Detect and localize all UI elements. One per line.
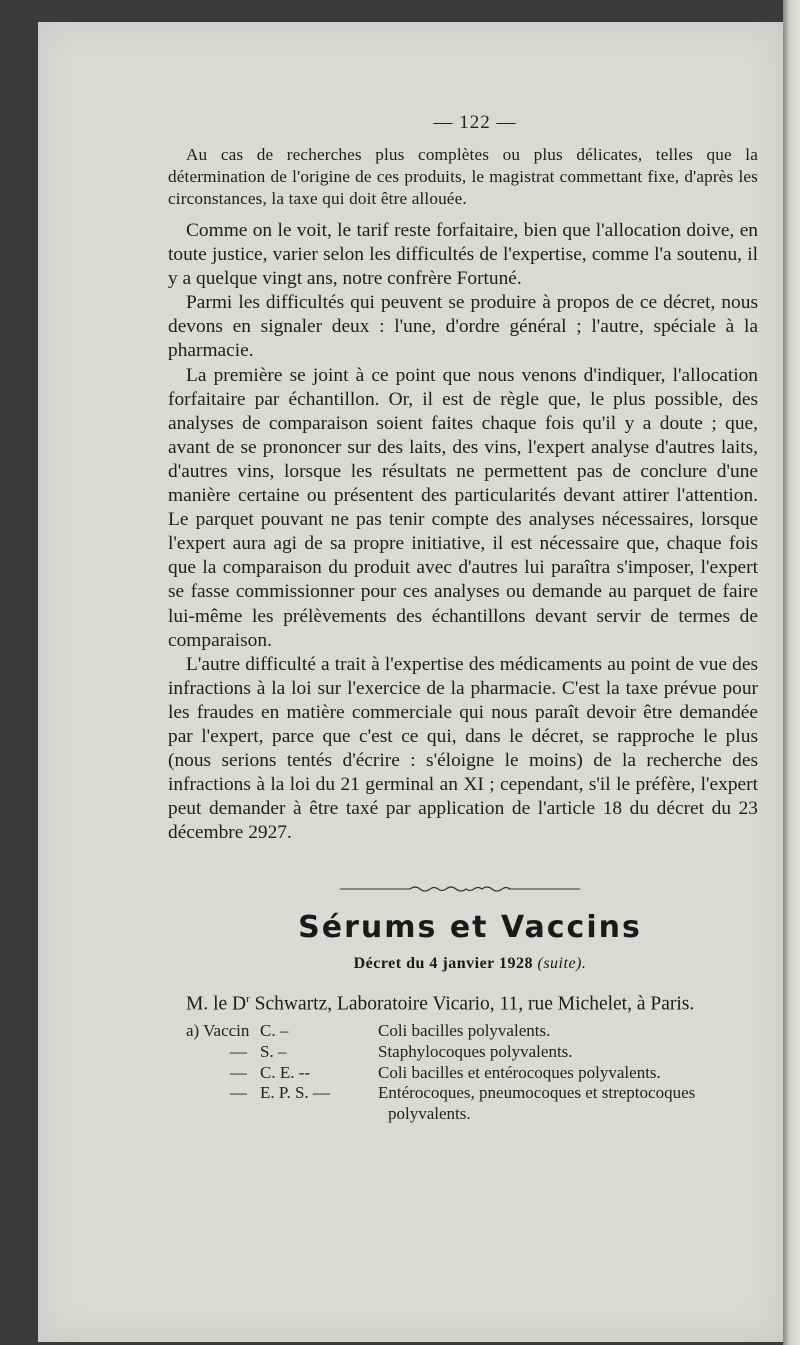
vaccine-code: E. P. S. — [260, 1083, 330, 1103]
list-item [168, 1042, 788, 1063]
vaccine-desc: Coli bacilles polyvalents. [378, 1021, 551, 1040]
page-edge [783, 0, 800, 1345]
paragraph: La première se joint à ce point que nous venons d'indiquer, l'allocation forfaitaire par échantillon. Or, il est de règle que, le plus possible, des analyses de comparaison soient faites chaque fois qu'il y a doute ; que, avant de se prononcer sur des laits, des vins, l'expert analyse d'autres laits, d'autres vins, lorsque les résultats ne permettent pas de conclure d'une manière certaine ou présentent des particularités devant attirer l'attention. Le parquet pouvant ne pas tenir compte des analyses nécessaires, lorsque l'expert aura agi de sa propre initiative, il est nécessaire que, chaque fois que la comparaison du produit avec d'autres lui paraîtra s'imposer, l'expert se fasse commissionner pour ces analyses ou demande au parquet de faire lui-même les prélèvements des échantillons devant servir de termes de comparaison. [168, 364, 758, 651]
paragraph: L'autre difficulté a trait à l'expertise des médicaments au point de vue des infractions à la loi sur l'exercice de la pharmacie. C'est la taxe prévue pour les fraudes en matière commerciale qui nous paraît devoir être demandée par l'expert, parce que c'est ce qui, dans le décret, se rapproche le plus (nous serions tentés d'écrire : s'éloigne le moins) de la recherche des infractions à la loi du 21 germinal an XI ; cependant, s'il le préfère, l'expert peut demander à être taxé par application de l'article 18 du décret du 23 décembre 2927. [168, 653, 758, 844]
list-item [168, 1083, 788, 1104]
vaccine-label: a) Vaccin [186, 1021, 250, 1040]
paragraph: Parmi les difficultés qui peuvent se produire à propos de ce décret, nous devons en signaler deux : l'une, d'ordre général ; l'autre, spéciale à la pharmacie. [168, 292, 758, 362]
section-subtitle [220, 955, 720, 973]
ornamental-divider [340, 884, 580, 894]
list-item [168, 1063, 788, 1084]
page-number: — 122 — [433, 112, 517, 133]
intro-paragraph [168, 144, 758, 210]
subtitle-text: Décret du 4 janvier 1928 [353, 955, 533, 972]
vaccine-label: — [230, 1041, 247, 1061]
vaccine-code: S. – [260, 1041, 287, 1061]
paragraph: Comme on le voit, le tarif reste forfaitaire, bien que l'allocation doive, en toute justice, varier selon les difficultés de l'expertise, comme l'a soutenu, il y a quelque vingt ans, notre confrère Fortuné. [168, 220, 758, 290]
vaccine-code: C. – [260, 1021, 289, 1040]
lab-rest: Schwartz, Laboratoire Vicario, 11, rue Michelet, à Paris. [249, 993, 695, 1015]
paragraph: Au cas de recherches plus complètes ou plus délicates, telles que la détermination de l'origine de ces produits, le magistrat commettant fixe, d'après les circonstances, la taxe qui doit être allouée. [168, 145, 758, 208]
vaccine-continuation: polyvalents. [388, 1104, 471, 1124]
body-text [168, 219, 758, 845]
lab-sup: r [246, 993, 250, 1005]
vaccine-label: — [230, 1062, 247, 1082]
vaccine-desc: Entérocoques, pneumocoques et streptocoques [378, 1083, 696, 1103]
list-item [168, 1021, 788, 1042]
vaccine-desc: Coli bacilles et entérocoques polyvalents. [378, 1062, 661, 1082]
lab-prefix: M. le D [186, 993, 247, 1015]
vaccine-label: — [230, 1083, 247, 1103]
laboratory-line [168, 993, 768, 1016]
subtitle-suite: (suite). [537, 955, 587, 972]
vaccine-list [168, 1021, 788, 1125]
vaccine-code: C. E. -- [260, 1062, 311, 1082]
vaccine-desc: Staphylocoques polyvalents. [378, 1041, 573, 1061]
section-title: Sérums et Vaccins [298, 910, 642, 945]
